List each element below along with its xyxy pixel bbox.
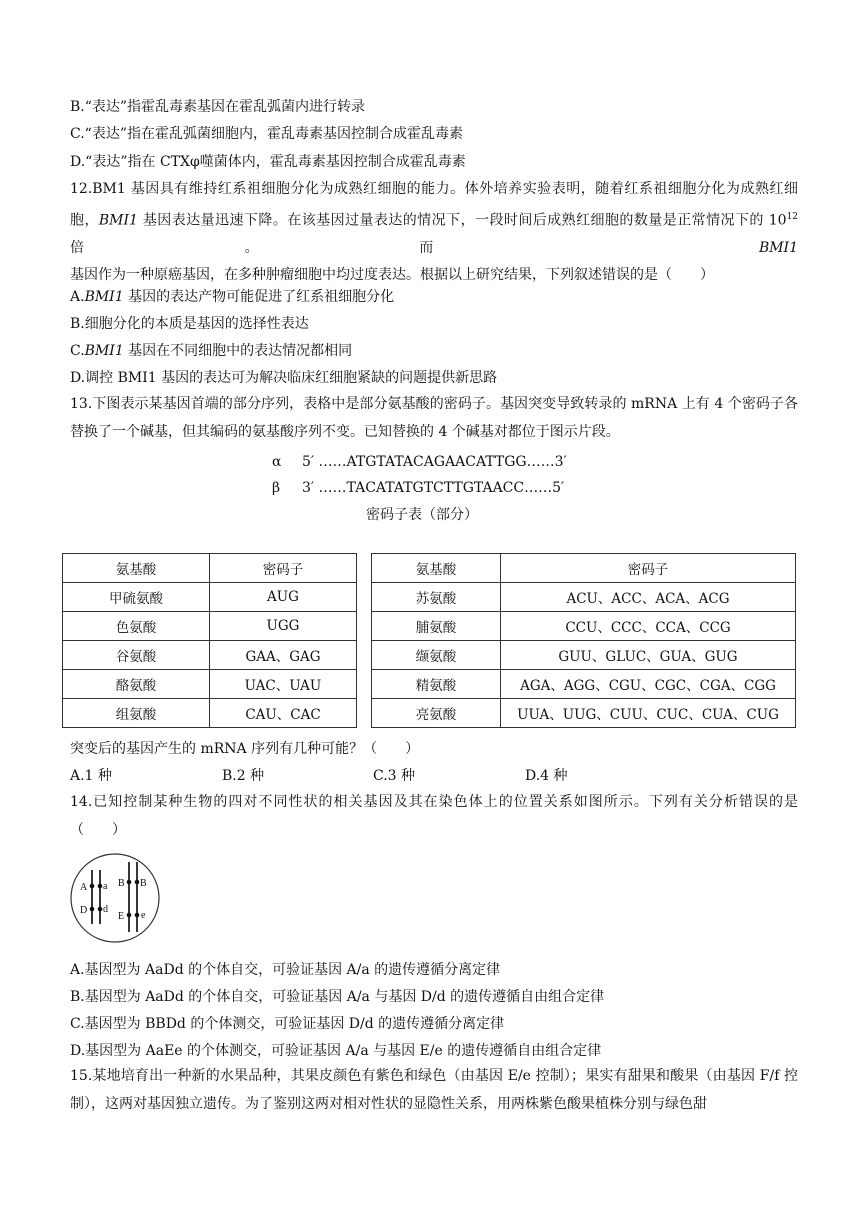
gene-label-B-left: B [118,878,125,889]
q14-option-c: C.基因型为 BBDd 的个体测交，可验证基因 D/d 的遗传遵循分离定律 [70,1016,505,1032]
table-row [63,612,796,641]
table-cell: 亮氨酸 [372,699,501,728]
table-cell: 脯氨酸 [372,612,501,641]
q12-stem: 12.BM1 基因具有维持红系祖细胞分化为成熟红细胞的能力。体外培养实验表明，随着红系祖细胞分化为成熟红细胞，BMI1 基因表达量迅速下降。在该基因过量表达的情况下，一段时间后成熟红细胞的数量是正常情况下的 $10^{12}$ 倍。而 BMI1 基因作为一种原癌基因，在多种肿瘤细胞中均过度表达。根据以上研究结果，下列叙述错误的是（ ） [70,181,799,284]
table-header-row [63,554,796,583]
table-cell: 组氨酸 [63,699,210,728]
table-cell: UAC、UAU [210,670,357,699]
beta-label: β [272,480,281,496]
table-row [63,641,796,670]
codon-table-title: 密码子表（部分） [366,507,478,523]
table-row [63,583,796,612]
q11-option-d: D.“表达”指在 CTXφ噬菌体内，霍乱毒素基因控制合成霍乱毒素 [70,154,466,170]
q11-option-c: C.“表达”指在霍乱弧菌细胞内，霍乱毒素基因控制合成霍乱毒素 [70,126,463,142]
table-cell: 精氨酸 [372,670,501,699]
header-amino-acid: 氨基酸 [372,554,501,583]
q14-option-a: A.基因型为 AaDd 的个体自交，可验证基因 A/a 的遗传遵循分离定律 [70,962,501,978]
alpha-strand [272,452,567,472]
q13-option-b: B.2 种 [222,768,265,784]
gene-label-A: A [80,882,88,893]
header-codon: 密码子 [501,554,796,583]
q12-option-c: C.BMI1 基因在不同细胞中的表达情况都相同 [70,343,353,359]
table-row [63,699,796,728]
q12-option-a: A.BMI1 基因的表达产物可能促进了红系祖细胞分化 [70,289,395,305]
alpha-label: α [272,454,282,470]
q11-option-b: B.“表达”指霍乱毒素基因在霍乱弧菌内进行转录 [70,99,366,115]
table-cell: UUA、UUG、CUU、CUC、CUA、CUG [501,699,796,728]
q13-question: 突变后的基因产生的 mRNA 序列有几种可能？（ ） [70,741,420,757]
chromosome-diagram [68,852,164,944]
gene-label-e: e [141,910,146,921]
codon-table [62,553,796,728]
table-cell: 苏氨酸 [372,583,501,612]
table-cell: GUU、GLUC、GUA、GUG [501,641,796,670]
table-cell: 谷氨酸 [63,641,210,670]
table-cell: AUG [210,583,357,612]
gene-label-D: D [80,905,88,916]
q14-option-d: D.基因型为 AaEe 的个体测交，可验证基因 A/a 与基因 E/e 的遗传遵循自由组合定律 [70,1043,602,1059]
table-cell: 色氨酸 [63,612,210,641]
table-cell: AGA、AGG、CGU、CGC、CGA、CGG [501,670,796,699]
table-cell: ACU、ACC、ACA、ACG [501,583,796,612]
gene-label-d: d [103,904,108,915]
table-cell: CCU、CCC、CCA、CCG [501,612,796,641]
q14-option-b: B.基因型为 AaDd 的个体自交，可验证基因 A/a 与基因 D/d 的遗传遵循自由组合定律 [70,989,605,1005]
header-codon: 密码子 [210,554,357,583]
table-cell: UGG [210,612,357,641]
q12-option-d: D.调控 BMI1 基因的表达可为解决临床红细胞紧缺的问题提供新思路 [70,370,498,386]
q13-option-a: A.1 种 [70,768,112,784]
table-cell: 缬氨酸 [372,641,501,670]
gene-label-E: E [118,911,125,922]
table-cell: GAA、GAG [210,641,357,670]
table-cell: CAU、CAC [210,699,357,728]
q14-stem: 14.已知控制某种生物的四对不同性状的相关基因及其在染色体上的位置关系如图所示。下列有关分析错误的是（ ） [70,794,798,838]
q13-stem: 13.下图表示某基因首端的部分序列，表格中是部分氨基酸的密码子。基因突变导致转录的 mRNA 上有 4 个密码子各替换了一个碱基，但其编码的氨基酸序列不变。已知替换的 4 个碱基对都位于图示片段。 [70,396,798,440]
table-row [63,670,796,699]
alpha-sequence: 5′ ……ATGTATACAGAACATTGG……3′ [302,454,567,470]
table-cell: 甲硫氨酸 [63,583,210,612]
q13-option-c: C.3 种 [373,768,416,784]
gene-label-B-right: B [140,878,147,889]
beta-sequence: 3′ ……TACATATGTCTTGTAACC……5′ [302,480,565,496]
beta-strand [272,478,564,498]
q13-option-d: D.4 种 [525,768,568,784]
q15-stem: 15.某地培育出一种新的水果品种，其果皮颜色有紫色和绿色（由基因 E/e 控制）；果实有甜果和酸果（由基因 F/f 控制），这两对基因独立遗传。为了鉴别这两对相对性状的显隐性关系，用两株紫色酸果植株分别与绿色甜 [70,1068,798,1112]
gene-label-a: a [103,881,108,892]
table-cell: 酪氨酸 [63,670,210,699]
header-amino-acid: 氨基酸 [63,554,210,583]
q12-option-b: B.细胞分化的本质是基因的选择性表达 [70,316,309,332]
